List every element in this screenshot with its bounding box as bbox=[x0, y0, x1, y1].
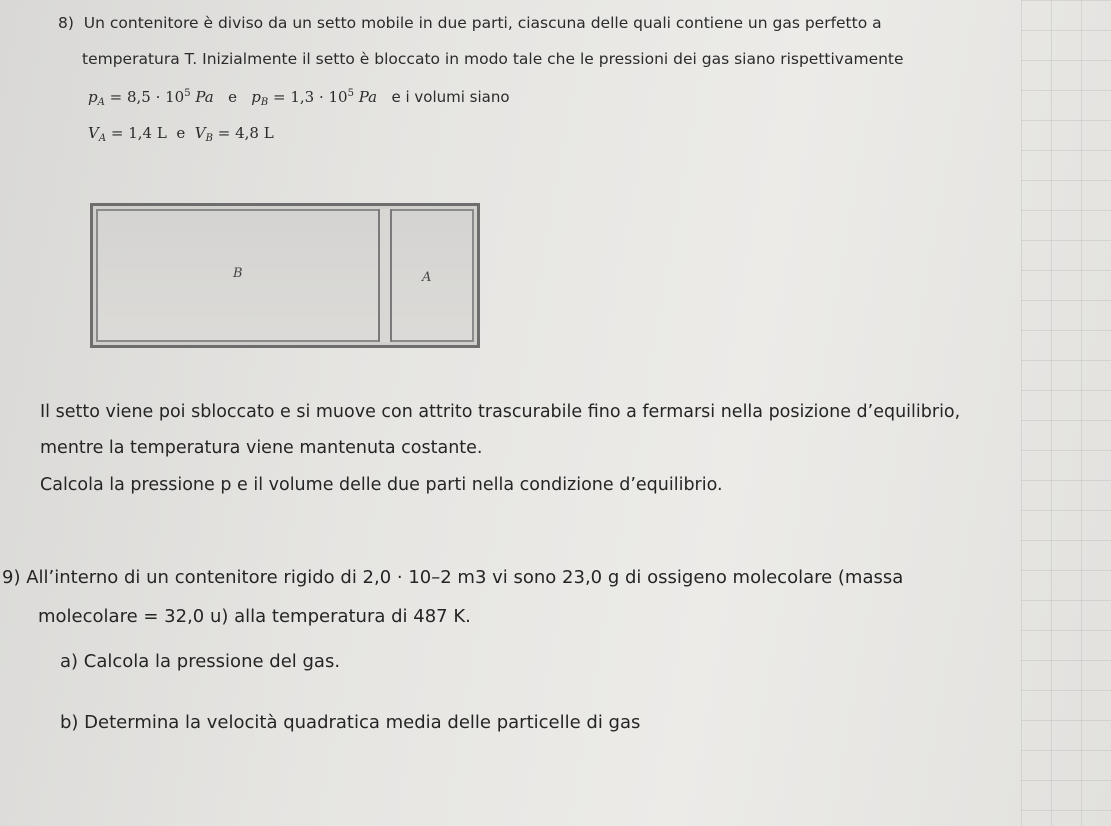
and-1: e bbox=[228, 88, 237, 106]
pressure-line bbox=[88, 88, 510, 108]
VB-sub: B bbox=[205, 133, 213, 144]
pB-value: = 1,3 · 10 bbox=[273, 88, 348, 106]
pB-sub: B bbox=[260, 97, 269, 108]
problem-8-line-1 bbox=[58, 14, 882, 32]
problem-8-number: 8) bbox=[58, 14, 74, 32]
pB-exp: 5 bbox=[347, 88, 354, 99]
problem-8-line-4: mentre la temperatura viene mantenuta costante. bbox=[40, 438, 483, 458]
problem-9-item-b: b) Determina la velocità quadratica media delle particelle di gas bbox=[60, 712, 641, 733]
VB-symbol: V bbox=[194, 124, 206, 142]
background-grid bbox=[1021, 0, 1111, 826]
and-2: e bbox=[176, 124, 186, 142]
label-b: B bbox=[233, 266, 243, 281]
problem-9-item-a: a) Calcola la pressione del gas. bbox=[60, 651, 341, 672]
volumes-text: e i volumi siano bbox=[391, 88, 510, 106]
movable-partition bbox=[378, 209, 392, 342]
pB-symbol: p bbox=[251, 88, 261, 106]
VA-sub: A bbox=[98, 133, 107, 144]
pA-value: = 8,5 · 10 bbox=[109, 88, 185, 106]
problem-8-line-2: temperatura T. Inizialmente il setto è bloccato in modo tale che le pressioni dei gas siano rispettivamente bbox=[82, 50, 904, 68]
problem-8-text-1: Un contenitore è diviso da un setto mobile in due parti, ciascuna delle quali contiene un gas perfetto a bbox=[83, 14, 882, 32]
pA-symbol: p bbox=[88, 88, 98, 106]
VA-symbol: V bbox=[88, 124, 99, 142]
pA-sub: A bbox=[97, 97, 105, 108]
pA-unit: Pa bbox=[195, 88, 214, 106]
problem-9-line-2: molecolare = 32,0 u) alla temperatura di 487 K. bbox=[38, 606, 471, 627]
problem-8-line-3: Il setto viene poi sbloccato e si muove con attrito trascurabile fino a fermarsi nella posizione d’equilibrio, bbox=[40, 402, 961, 422]
container-diagram bbox=[90, 203, 480, 348]
problem-8-line-5: Calcola la pressione p e il volume delle due parti nella condizione d’equilibrio. bbox=[40, 475, 723, 495]
problem-9-line-1: 9) All’interno di un contenitore rigido di 2,0 · 10–2 m3 vi sono 23,0 g di ossigeno molecolare (massa bbox=[2, 567, 904, 588]
volume-line bbox=[88, 124, 274, 144]
pB-unit: Pa bbox=[358, 88, 378, 106]
VB-value: = 4,8 L bbox=[217, 124, 274, 142]
label-a: A bbox=[422, 270, 432, 285]
pA-exp: 5 bbox=[184, 88, 191, 99]
VA-value: = 1,4 L bbox=[110, 124, 167, 142]
